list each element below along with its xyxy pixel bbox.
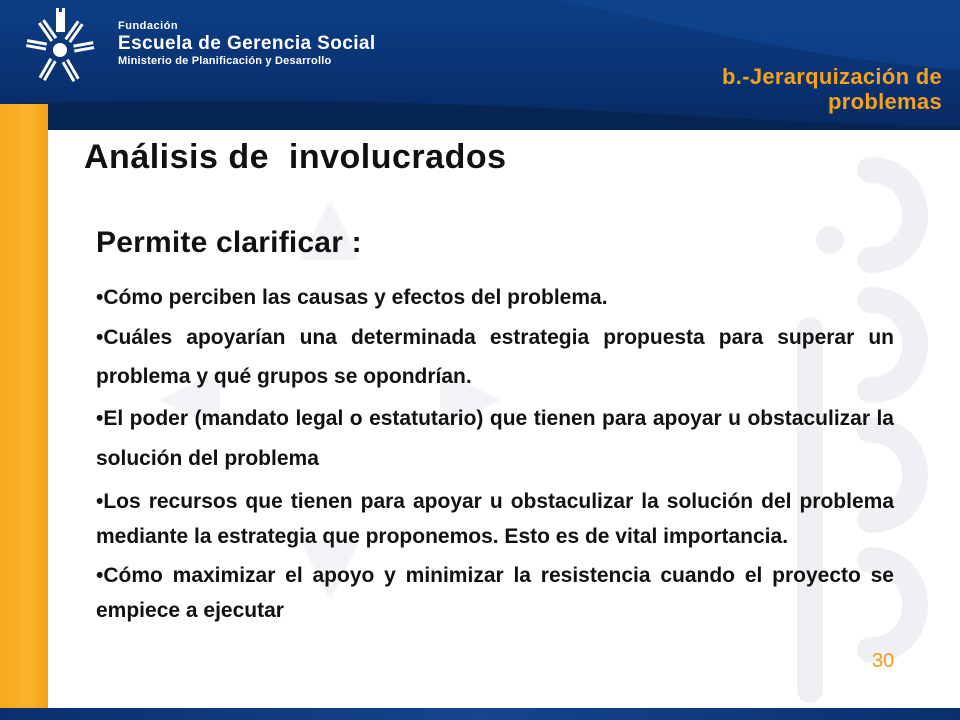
header-banner bbox=[0, 0, 960, 130]
bottom-bar bbox=[0, 708, 960, 720]
slide-title: Análisis de involucrados bbox=[84, 138, 507, 176]
org-line-3: Ministerio de Planificación y Desarrollo bbox=[118, 55, 332, 67]
page-number: 30 bbox=[872, 650, 895, 672]
bullet-item: •El poder (mandato legal o estatutario) que tienen para apoyar u obstaculizar la solución del problema bbox=[96, 407, 894, 470]
org-line-1: Fundación bbox=[118, 20, 179, 32]
bullet-item: •Cuáles apoyarían una determinada estrategia propuesta para superar un problema y qué grupos se opondrían. bbox=[96, 326, 894, 388]
bullet-item: •Cómo maximizar el apoyo y minimizar la resistencia cuando el proyecto se empiece a ejecutar bbox=[96, 564, 894, 622]
bullet-list bbox=[96, 280, 894, 628]
slide-subheading: Permite clarificar : bbox=[96, 226, 362, 259]
logo-icon bbox=[10, 4, 110, 100]
org-line-2: Escuela de Gerencia Social bbox=[118, 33, 376, 54]
organization-name bbox=[118, 20, 376, 68]
left-accent-bar bbox=[0, 104, 48, 710]
bullet-item: •Cómo perciben las causas y efectos del problema. bbox=[96, 286, 608, 309]
bullet-item: •Los recursos que tienen para apoyar u obstaculizar la solución del problema mediante la estrategia que proponemos. Esto es de vital importancia. bbox=[96, 490, 894, 548]
section-title: b.-Jerarquización de problemas bbox=[722, 64, 942, 114]
